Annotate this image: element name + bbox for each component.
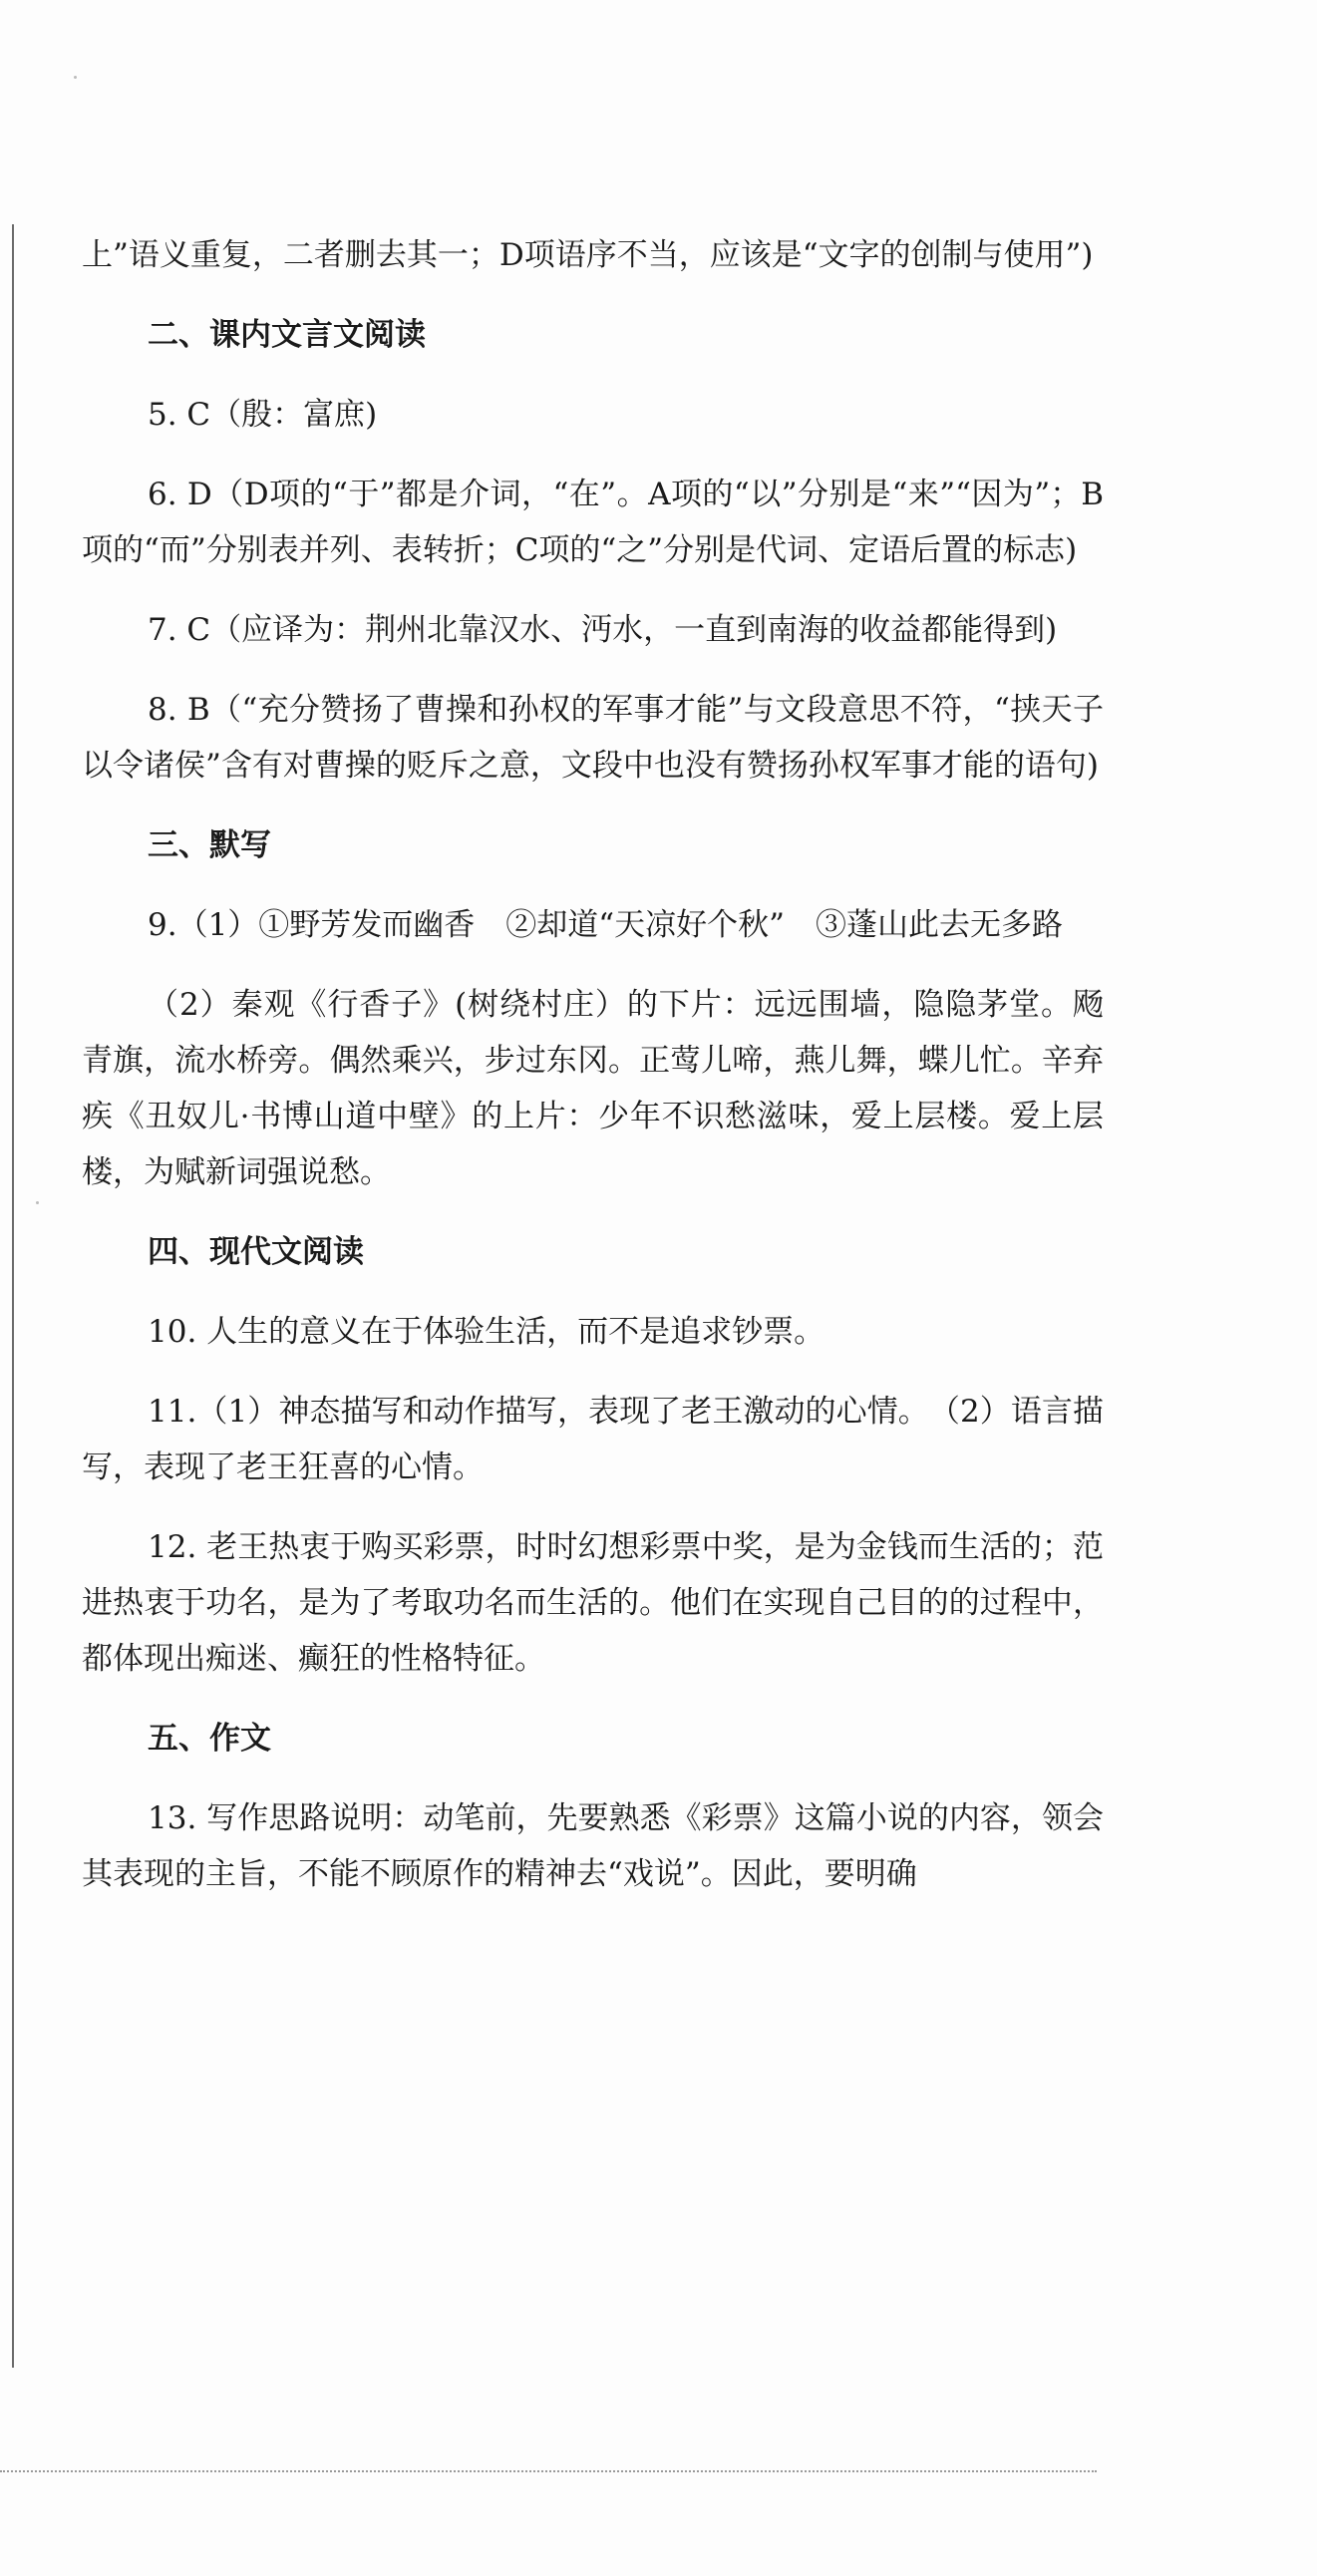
answer-item: （2）秦观《行香子》(树绕村庄）的下片：远远围墙，隐隐茅堂。飏青旗，流水桥旁。偶然乘兴，步过东冈。正莺儿啼，燕儿舞，蝶儿忙。辛弃疾《丑奴儿·书博山道中壁》的上片：少年不识愁滋味，爱上层楼。爱上层楼，为赋新词强说愁。	[82, 987, 1104, 1190]
answer-item: 9.（1）①野芳发而幽香 ②却道“天凉好个秋” ③蓬山此去无多路	[148, 907, 1063, 943]
answer-item: 12. 老王热衷于购买彩票，时时幻想彩票中奖，是为金钱而生活的；范进热衷于功名，是为了考取功名而生活的。他们在实现自己目的的过程中，都体现出痴迷、癫狂的性格特征。	[82, 1529, 1104, 1677]
section-heading: 四、现代文阅读	[148, 1234, 364, 1270]
answer-item: 8. B（“充分赞扬了曹操和孙权的军事才能”与文段意思不符，“挟天子以令诸侯”含有对曹操的贬斥之意，文段中也没有赞扬孙权军事才能的语句)	[82, 692, 1104, 784]
answer-item: 7. C（应译为：荆州北靠汉水、沔水，一直到南海的收益都能得到)	[148, 612, 1058, 648]
margin-rule	[12, 224, 14, 2368]
answer-text-body	[82, 227, 1104, 1902]
scan-speck	[36, 1201, 39, 1204]
section-heading: 五、作文	[148, 1721, 271, 1757]
section-heading: 三、默写	[148, 827, 271, 863]
answer-item: 13. 写作思路说明：动笔前，先要熟悉《彩票》这篇小说的内容，领会其表现的主旨，不能不顾原作的精神去“戏说”。因此，要明确	[82, 1800, 1104, 1892]
scan-speck	[74, 76, 77, 79]
answer-item: 6. D（D项的“于”都是介词，“在”。A项的“以”分别是“来”“因为”；B项的“而”分别表并列、表转折；C项的“之”分别是代词、定语后置的标志)	[82, 477, 1104, 568]
answer-item: 5. C（殷：富庶)	[148, 397, 378, 433]
answer-item: 11.（1）神态描写和动作描写，表现了老王激动的心情。 （2）语言描写，表现了老王狂喜的心情。	[82, 1394, 1104, 1485]
section-heading: 二、课内文言文阅读	[148, 317, 426, 353]
answer-item: 10. 人生的意义在于体验生活，而不是追求钞票。	[148, 1314, 825, 1350]
page-bottom-dotted-line	[0, 2470, 1097, 2472]
continuation-paragraph: 上”语义重复，二者删去其一；D项语序不当，应该是“文字的创制与使用”)	[82, 237, 1094, 273]
